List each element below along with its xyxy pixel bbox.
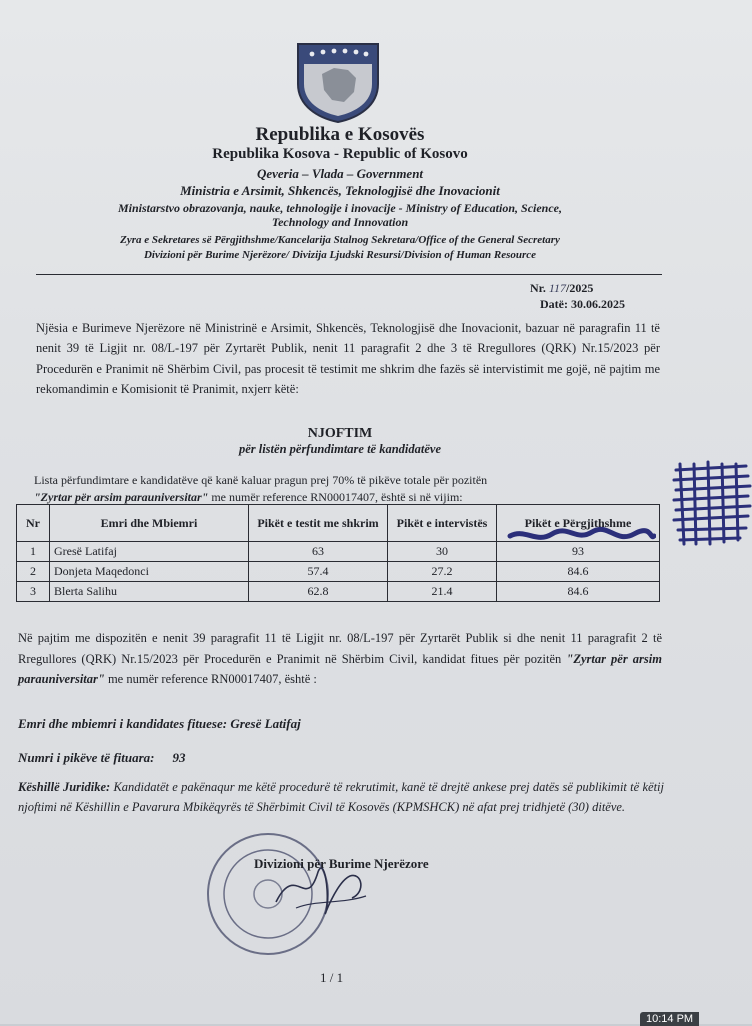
candidates-table (16, 504, 660, 602)
cell-interview: 30 (388, 542, 497, 562)
handwritten-number: 117 (548, 281, 566, 295)
cell-nr: 2 (17, 562, 50, 582)
signatory-division: Divizioni për Burime Njerëzore (254, 856, 429, 871)
col-interview: Pikët e intervistës (388, 505, 497, 542)
reference-number: Nr. 117/2025 (530, 281, 594, 295)
col-total: Pikët e Përgjithshme (497, 505, 660, 542)
header-republic-trilingual: Republika Kosova - Republic of Kosovo (212, 146, 468, 162)
winner-line: Emri dhe mbiemri i kandidates fituese: Gresë Latifaj (18, 716, 301, 731)
cell-written: 57.4 (249, 562, 388, 582)
cell-total: 93 (497, 542, 660, 562)
cell-name: Blerta Salihu (50, 582, 249, 602)
notice-title: NJOFTIM (307, 426, 373, 441)
header-ministry-translations: Ministarstvo obrazovanja, nauke, tehnologije i inovacije - Ministry of Education, Science, (117, 201, 563, 215)
document-date: Datë: 30.06.2025 (540, 297, 625, 311)
header-division: Divizioni për Burime Njerëzore/ Divizija Ljudski Resursi/Division of Human Resource (143, 249, 537, 261)
header-government: Qeveria – Vlada – Government (256, 166, 424, 181)
kosovo-coat-of-arms-icon (294, 40, 382, 124)
legal-advice: Këshillë Juridike: Kandidatët e pakënaqur me këtë procedurë të rekrutimit, kanë të drejtë ankese prej datës së publikimit të këtij njoftimi në Këshillin e Pavarura Mbikëqyrës të Shërbimit Civil të Kosovës (KPMSHCK) në afat prej tridhjetë (30) ditëve. (18, 780, 664, 814)
cell-nr: 3 (17, 582, 50, 602)
header-republic: Republika e Kosovës (255, 124, 425, 145)
cell-written: 62.8 (249, 582, 388, 602)
header-office: Zyra e Sekretares së Përgjithshme/Kancelarija Stalnog Sekretara/Office of the General Secretary (120, 234, 560, 246)
table-row (17, 562, 660, 582)
cell-written: 63 (249, 542, 388, 562)
decision-paragraph: Në pajtim me dispozitën e nenit 39 paragrafit 11 të Ligjit nr. 08/L-197 për Zyrtarët Publik si dhe nenit 11 paragrafit 2 të Rregullores (QRK) Nr.15/2023 për Procedurën e Pranimit në Shërbim Civil, kandidat fitues për pozitën "Zyrtar për arsim parauniversitar" me numër reference RN00017407, është : (18, 631, 662, 686)
col-written: Pikët e testit me shkrim (249, 505, 388, 542)
header-ministry-translations-cont: Technology and Innovation (271, 215, 409, 229)
cell-name: Donjeta Maqedonci (50, 562, 249, 582)
header-divider (36, 274, 662, 275)
handwritten-signature (266, 852, 376, 922)
pen-scribble-margin (670, 458, 752, 548)
cell-interview: 27.2 (388, 562, 497, 582)
cell-nr: 1 (17, 542, 50, 562)
col-name: Emri dhe Mbiemri (50, 505, 249, 542)
status-bar-time: 10:14 PM (640, 1012, 699, 1026)
cell-name: Gresë Latifaj (50, 542, 249, 562)
pen-scribble-mark (506, 526, 656, 546)
page-number: 1 / 1 (320, 970, 344, 985)
cell-total: 84.6 (497, 582, 660, 602)
intro-paragraph: Njësia e Burimeve Njerëzore në Ministrinë e Arsimit, Shkencës, Teknologjisë dhe Inovacionit, bazuar në paragrafin 11 të nenit 39 të Ligjit nr. 08/L-197 për Zyrtarët Publik, nenit 11 paragrafit 2 dhe 3 të Rregullores (QRK) Nr.15/2023 për Procedurën e Pranimit në Shërbim Civil, pas procesit të testimit me shkrim dhe fazës së intervistimit me gojë, në pajtim me rekomandimin e Komisionit të Pranimit, nxjerr këtë: (36, 321, 660, 396)
points-line: Numri i pikëve të fituara: 93 (18, 750, 186, 765)
table-row (17, 582, 660, 602)
list-intro: Lista përfundimtare e kandidatëve që kanë kaluar pragun prej 70% të pikëve totale për pozitën "Zyrtar për arsim parauniversitar" me numër reference RN00017407, është si në vijim: (34, 473, 488, 504)
col-nr: Nr (17, 505, 50, 542)
cell-interview: 21.4 (388, 582, 497, 602)
header-ministry: Ministria e Arsimit, Shkencës, Teknologjisë dhe Inovacionit (180, 183, 500, 198)
notice-subtitle: për listën përfundimtare të kandidatëve (238, 442, 442, 456)
cell-total: 84.6 (497, 562, 660, 582)
